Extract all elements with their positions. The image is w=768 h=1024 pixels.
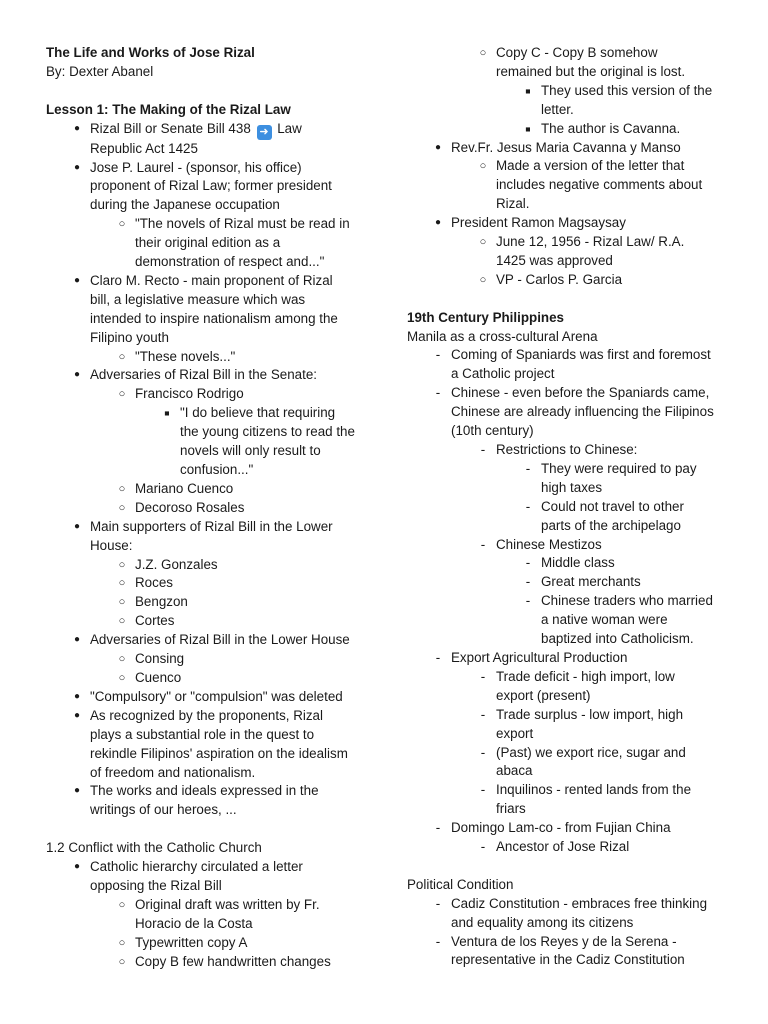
list-item: ○ Francisco Rodrigo bbox=[118, 386, 244, 402]
list-item: ● Rev.Fr. Jesus Maria Cavanna y Manso bbox=[434, 139, 681, 155]
list-item: ○ Made a version of the letter that includes negative comments about Rizal. bbox=[479, 158, 703, 212]
list-item: ○ "The novels of Rizal must be read in their original edition as a demonstration of respect and..." bbox=[118, 216, 350, 270]
century19-heading: 19th Century Philippines bbox=[407, 309, 564, 325]
list-item: ○ "These novels..." bbox=[118, 348, 236, 364]
list-item: ○ Copy C - Copy B somehow remained but the original is lost. bbox=[479, 45, 686, 79]
right-column bbox=[407, 44, 732, 970]
list-item: ● Catholic hierarchy circulated a letter opposing the Rizal Bill bbox=[73, 859, 303, 893]
list-item: ○ Mariano Cuenco ○ Decoroso Rosales bbox=[118, 480, 245, 515]
list-item: - Export Agricultural Production bbox=[435, 649, 628, 665]
political-heading: Political Condition bbox=[407, 876, 514, 892]
century19-subheading: Manila as a cross-cultural Arena bbox=[407, 328, 598, 344]
right-arrow-icon: ➜ bbox=[257, 125, 272, 140]
list-item: ● "Compulsory" or "compulsion" was deleted bbox=[73, 688, 343, 704]
list-item: ○ J.Z. Gonzales ○ Roces ○ Bengzon ○ Cortes bbox=[118, 556, 218, 629]
list-item: - Middle class - Great merchants - Chinese traders who married a native woman were baptized into Catholicism. bbox=[525, 555, 713, 647]
list-item: - Domingo Lam-co - from Fujian China bbox=[435, 820, 671, 836]
list-item: ■ They used this version of the letter. ■ The author is Cavanna. bbox=[525, 82, 713, 136]
list-item: - Coming of Spaniards was first and foremost a Catholic project - Chinese - even before the Spaniards came, Chinese are already influencing the Filipinos (10th century) bbox=[435, 347, 714, 439]
list-item: - Chinese Mestizos bbox=[480, 536, 602, 552]
lesson1-heading: Lesson 1: The Making of the Rizal Law bbox=[46, 101, 291, 117]
list-item: ● Main supporters of Rizal Bill in the Lower House: bbox=[73, 518, 333, 553]
document-title: The Life and Works of Jose Rizal bbox=[46, 45, 255, 60]
list-item: ● President Ramon Magsaysay bbox=[434, 215, 626, 231]
byline: By: Dexter Abanel bbox=[46, 63, 154, 79]
list-item: - Trade deficit - high import, low export (present) - Trade surplus - low import, high export - (Past) we export rice, sugar and abaca - Inquilinos - rented lands from the friars bbox=[480, 668, 692, 817]
list-item: ■ "I do believe that requiring the young citizens to read the novels will only result to confusion..." bbox=[164, 405, 355, 478]
list-item: ● Rizal Bill or Senate Bill 438 ➜ Law Republic Act 1425 bbox=[73, 120, 302, 156]
list-item: ○ Original draft was written by Fr. Horacio de la Costa ○ Typewritten copy A ○ Copy B few handwritten changes bbox=[118, 896, 331, 969]
list-item: - Restrictions to Chinese: bbox=[480, 442, 638, 458]
list-item: ● As recognized by the proponents, Rizal plays a substantial role in the quest to rekindle Filipinos' aspiration on the idealism of freedom and nationalism. bbox=[73, 707, 348, 780]
list-item: - Cadiz Constitution - embraces free thinking and equality among its citizens - Ventura de los Reyes y de la Serena - representative in the Cadiz Constitution bbox=[435, 895, 708, 968]
section-heading: 1.2 Conflict with the Catholic Church bbox=[46, 840, 262, 856]
list-item: - Ancestor of Jose Rizal bbox=[480, 839, 630, 855]
list-item: ● Jose P. Laurel - (sponsor, his office) proponent of Rizal Law; former president during the Japanese occupation bbox=[73, 159, 332, 213]
left-column bbox=[46, 44, 371, 971]
list-item: - They were required to pay high taxes - Could not travel to other parts of the archipelago bbox=[525, 460, 697, 533]
list-item: ● The works and ideals expressed in the writings of our heroes, ... bbox=[73, 783, 319, 818]
list-item: ● Adversaries of Rizal Bill in the Lower House bbox=[73, 632, 350, 648]
list-item: ● Adversaries of Rizal Bill in the Senate: bbox=[73, 367, 318, 383]
list-item: ● Claro M. Recto - main proponent of Rizal bill, a legislative measure which was intended to inspire nationalism among the Filipino youth bbox=[73, 272, 338, 345]
list-item: ○ June 12, 1956 - Rizal Law/ R.A. 1425 was approved ○ VP - Carlos P. Garcia bbox=[479, 234, 685, 287]
list-item: ○ Consing ○ Cuenco bbox=[118, 651, 185, 685]
